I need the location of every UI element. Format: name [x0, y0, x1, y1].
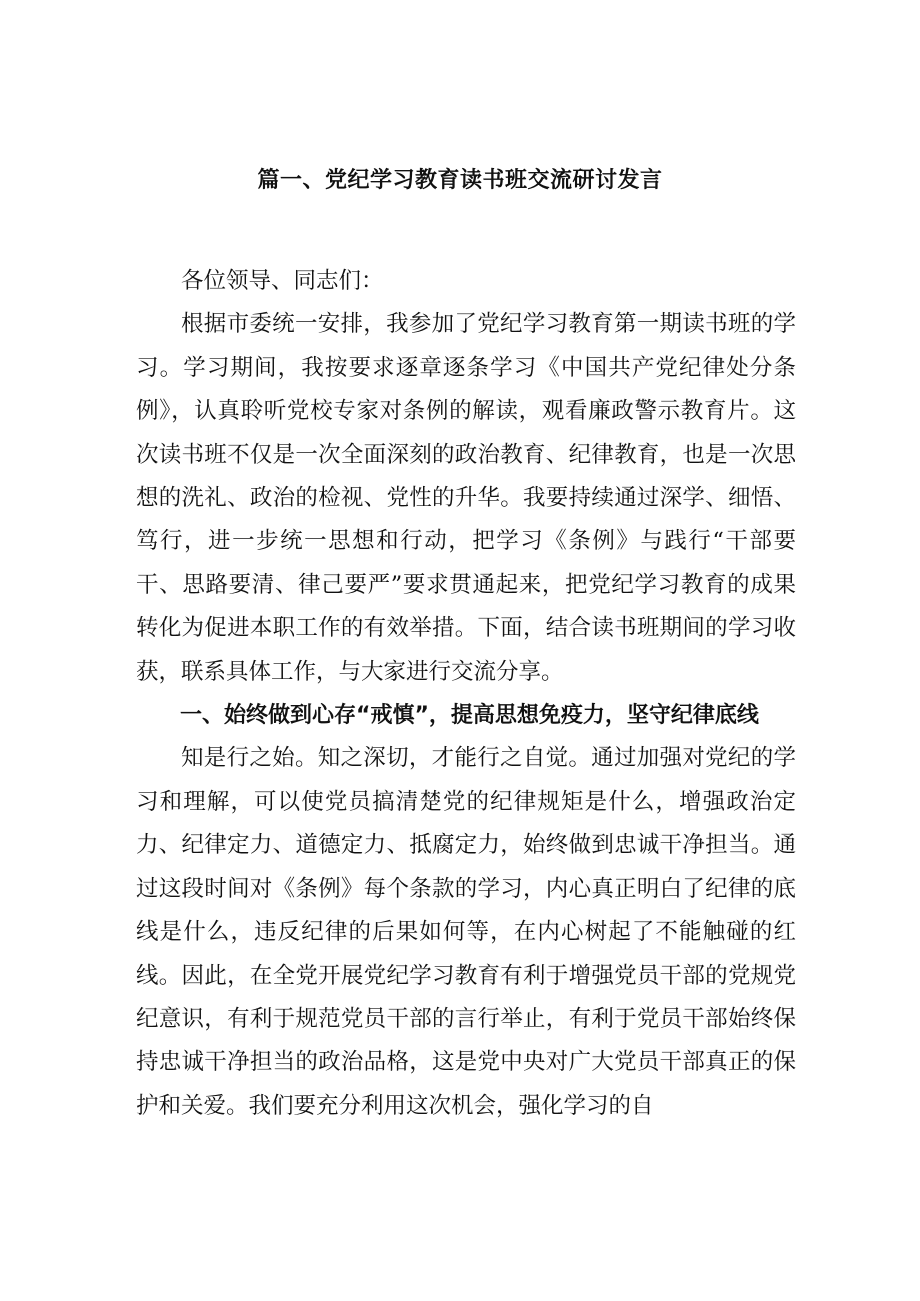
document-title: 篇一、党纪学习教育读书班交流研讨发言: [257, 168, 663, 193]
section-heading-1: 一、始终做到心存“戒慎”，提高思想免疫力，坚守纪律底线: [180, 703, 759, 729]
paragraph-section-1: 知是行之始。知之深切，才能行之自觉。通过加强对党纪的学习和理解，可以使党员搞清楚党的纪律规矩是什么，增强政治定力、纪律定力、道德定力、抵腐定力，始终做到忠诚干净担当。通过这段时间对《条例》每个条款的学习，内心真正明白了纪律的底线是什么，违反纪律的后果如何等，在内心树起了不能触碰的红线。因此，在全党开展党纪学习教育有利于增强党员干部的党规党纪意识，有利于规范党员干部的言行举止，有利于党员干部始终保持忠诚干净担当的政治品格，这是党中央对广大党员干部真正的保护和关爱。我们要充分利用这次机会，强化学习的自: [136, 745, 796, 1119]
document-body: [136, 260, 796, 1128]
salutation: 各位领导、同志们：: [181, 268, 384, 294]
paragraph-intro: 根据市委统一安排，我参加了党纪学习教育第一期读书班的学习。学习期间，我按要求逐章逐条学习《中国共产党纪律处分条例》，认真聆听党校专家对条例的解读，观看廉政警示教育片。这次读书班不仅是一次全面深刻的政治教育、纪律教育，也是一次思想的洗礼、政治的检视、党性的升华。我要持续通过深学、细悟、笃行，进一步统一思想和行动，把学习《条例》与践行“干部要干、思路要清、律己要严”要求贯通起来，把党纪学习教育的成果转化为促进本职工作的有效举措。下面，结合读书班期间的学习收获，联系具体工作，与大家进行交流分享。: [136, 311, 796, 685]
